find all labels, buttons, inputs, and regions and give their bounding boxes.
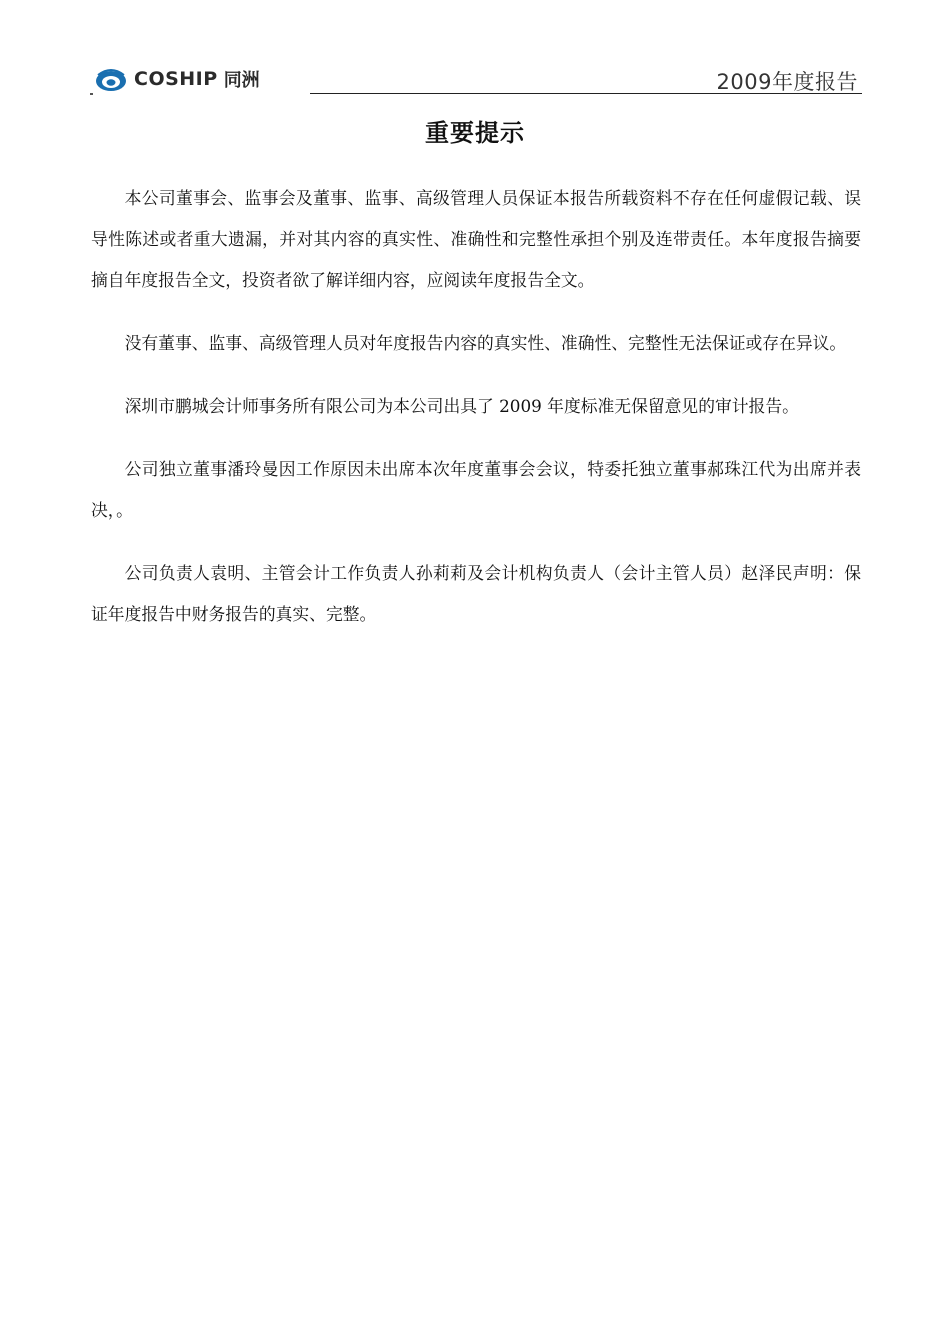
paragraph-no-objection: 没有董事、监事、高级管理人员对年度报告内容的真实性、准确性、完整性无法保证或存在异议。 xyxy=(124,333,847,353)
paragraph-guarantee: 本公司董事会、监事会及董事、监事、高级管理人员保证本报告所载资料不存在任何虚假记载、误导性陈述或者重大遗漏，并对其内容的真实性、准确性和完整性承担个别及连带责任。本年度报告摘要摘自年度报告全文，投资者欲了解详细内容，应阅读年度报告全文。 xyxy=(91,188,861,290)
header-rule-mark xyxy=(90,93,93,95)
page-header xyxy=(90,60,862,96)
company-logo xyxy=(94,64,260,94)
paragraph-proxy: 公司独立董事潘玲曼因工作原因未出席本次年度董事会会议，特委托独立董事郝珠江代为出席并表决，。 xyxy=(91,459,861,520)
page-title: 重要提示 xyxy=(425,119,525,147)
paragraph-declaration: 公司负责人袁明、主管会计工作负责人孙莉莉及会计机构负责人（会计主管人员）赵泽民声明：保证年度报告中财务报告的真实、完整。 xyxy=(91,563,861,624)
document-body xyxy=(91,178,861,657)
paragraph-audit: 深圳市鹏城会计师事务所有限公司为本公司出具了 2009 年度标准无保留意见的审计报告。 xyxy=(124,396,799,416)
logo-chinese-name: 同洲 xyxy=(223,70,260,91)
report-label: 2009年度报告 xyxy=(716,70,858,94)
logo-text: COSHIP xyxy=(134,68,218,90)
coship-logo-icon xyxy=(94,66,128,92)
